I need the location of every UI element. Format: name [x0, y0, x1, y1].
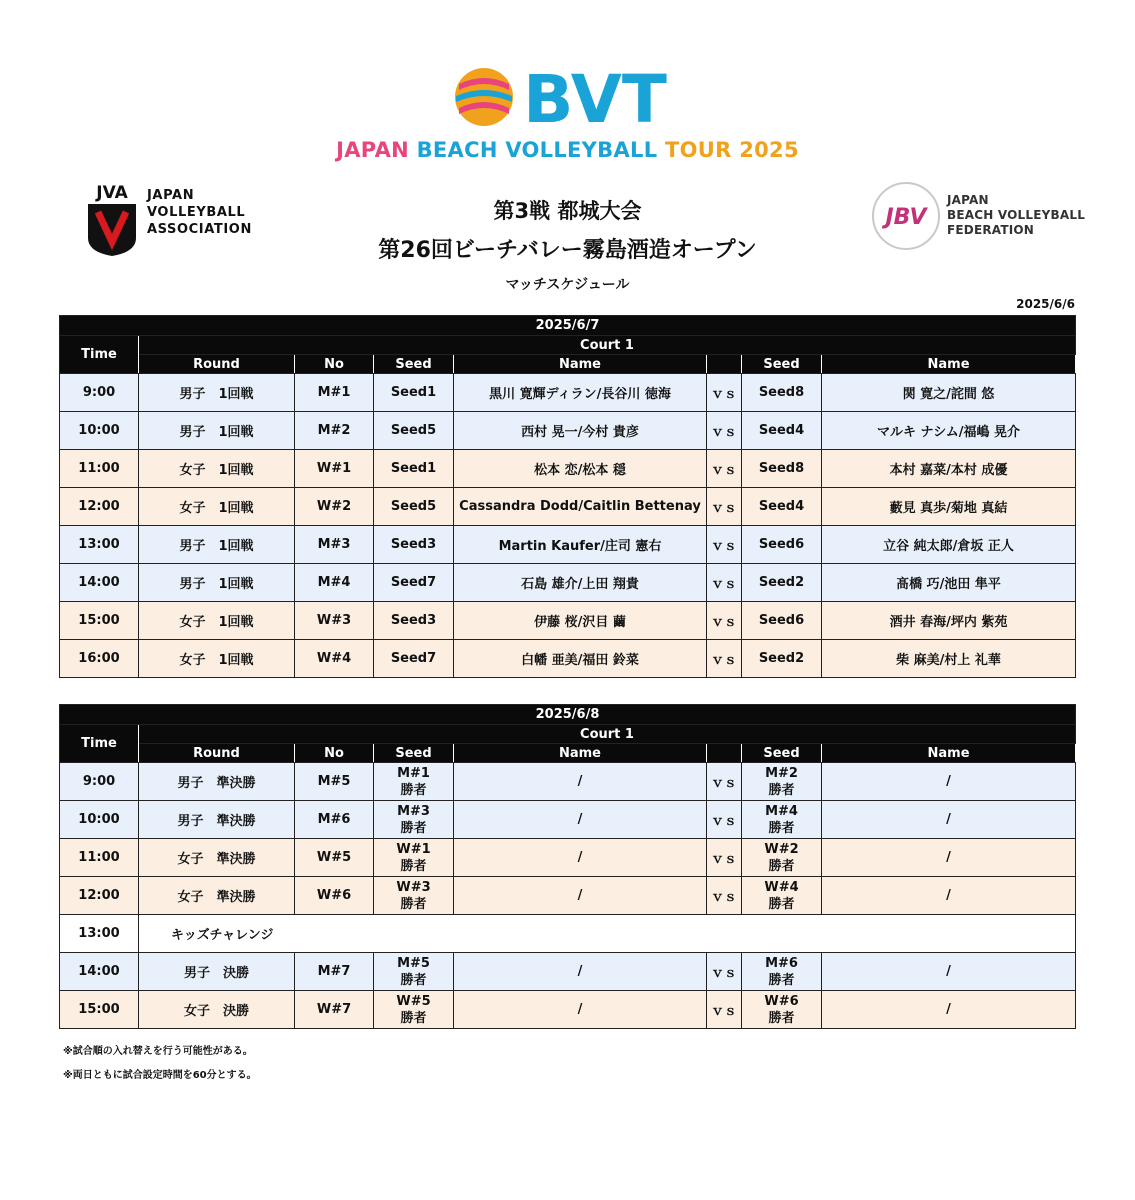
- match-no: M#2: [295, 412, 374, 450]
- vs-label: ｖｓ: [707, 801, 742, 839]
- match-no: W#6: [295, 877, 374, 915]
- seed-2-match: W#2: [764, 841, 799, 857]
- team-1-name: /: [454, 877, 707, 915]
- team-1-name: Martin Kaufer/庄司 憲右: [454, 526, 707, 564]
- match-round: 女子 1回戦: [139, 450, 295, 488]
- seed-1-label: 勝者: [400, 858, 427, 874]
- name-header: Name: [454, 355, 707, 374]
- match-time: 9:00: [60, 374, 139, 412]
- team-2-name: マルキ ナシム/福嶋 晃介: [822, 412, 1076, 450]
- match-round: 男子 1回戦: [139, 526, 295, 564]
- event-title: 第3戦 都城大会: [493, 199, 642, 223]
- jbv-name: JAPAN BEACH VOLLEYBALL FEDERATION: [947, 193, 1086, 237]
- match-no: W#7: [295, 991, 374, 1029]
- seed-2: [742, 953, 822, 991]
- time-header: Time: [60, 725, 139, 763]
- seed-2-label: 勝者: [768, 896, 795, 912]
- round-header: Round: [139, 744, 295, 763]
- seed-2: Seed6: [742, 602, 822, 640]
- match-round: 男子 1回戦: [139, 412, 295, 450]
- day-date: 2025/6/8: [60, 705, 1076, 725]
- schedule-table-day1: [59, 315, 1076, 678]
- event-subtitle: 第26回ビーチバレー霧島酒造オープン: [378, 238, 757, 263]
- document-label: マッチスケジュール: [505, 277, 630, 293]
- team-1-name: 松本 恋/松本 穏: [454, 450, 707, 488]
- event-label: キッズチャレンジ: [139, 915, 1076, 953]
- footnote: ※両日ともに試合設定時間を60分とする。: [63, 1070, 257, 1081]
- match-time: 15:00: [60, 991, 139, 1029]
- seed-2: Seed8: [742, 374, 822, 412]
- match-round: 男子 1回戦: [139, 374, 295, 412]
- seed-2-match: W#4: [764, 879, 799, 895]
- match-round: 男子 準決勝: [139, 801, 295, 839]
- no-header: No: [295, 355, 374, 374]
- team-2-name: /: [822, 877, 1076, 915]
- seed-1: Seed1: [374, 450, 454, 488]
- seed-1: Seed5: [374, 412, 454, 450]
- vs-label: ｖｓ: [707, 564, 742, 602]
- seed-2: [742, 991, 822, 1029]
- vs-header: [707, 744, 742, 763]
- team-2-name: 藪見 真歩/菊地 真結: [822, 488, 1076, 526]
- seed-1-match: M#3: [397, 803, 430, 819]
- team-1-name: /: [454, 991, 707, 1029]
- court-header: Court 1: [139, 725, 1076, 744]
- vs-label: ｖｓ: [707, 763, 742, 801]
- match-no: W#1: [295, 450, 374, 488]
- vs-label: ｖｓ: [707, 839, 742, 877]
- vs-label: ｖｓ: [707, 412, 742, 450]
- vs-label: ｖｓ: [707, 953, 742, 991]
- match-time: 12:00: [60, 877, 139, 915]
- seed-2: Seed6: [742, 526, 822, 564]
- match-row: [60, 915, 1076, 953]
- team-2-name: 酒井 春海/坪内 紫苑: [822, 602, 1076, 640]
- match-time: 15:00: [60, 602, 139, 640]
- match-no: M#1: [295, 374, 374, 412]
- match-row: [60, 640, 1076, 678]
- team-1-name: /: [454, 763, 707, 801]
- team-2-name: 髙橋 巧/池田 隼平: [822, 564, 1076, 602]
- svg-text:JBV: JBV: [885, 205, 927, 230]
- match-row: [60, 991, 1076, 1029]
- match-time: 12:00: [60, 488, 139, 526]
- schedule-table-day2: [59, 704, 1076, 1029]
- team-1-name: 白幡 亜美/福田 鈴菜: [454, 640, 707, 678]
- seed-2: [742, 877, 822, 915]
- seed-1-match: W#1: [396, 841, 431, 857]
- match-row: [60, 763, 1076, 801]
- vs-label: ｖｓ: [707, 602, 742, 640]
- seed-2-label: 勝者: [768, 972, 795, 988]
- vs-label: ｖｓ: [707, 526, 742, 564]
- seed-1-match: W#5: [396, 993, 431, 1009]
- match-row: [60, 839, 1076, 877]
- team-1-name: 西村 晃一/今村 貴彦: [454, 412, 707, 450]
- team-1-name: 黒川 寛輝ディラン/長谷川 徳海: [454, 374, 707, 412]
- vs-label: ｖｓ: [707, 488, 742, 526]
- seed-2-label: 勝者: [768, 1010, 795, 1026]
- match-time: 10:00: [60, 412, 139, 450]
- seed-2-match: M#4: [765, 803, 798, 819]
- seed-2-match: M#2: [765, 765, 798, 781]
- team-2-name: 柴 麻美/村上 礼華: [822, 640, 1076, 678]
- match-time: 16:00: [60, 640, 139, 678]
- match-row: [60, 488, 1076, 526]
- match-no: W#4: [295, 640, 374, 678]
- seed-1: [374, 877, 454, 915]
- match-row: [60, 412, 1076, 450]
- match-round: 女子 準決勝: [139, 877, 295, 915]
- team-2-name: 本村 嘉菜/本村 成優: [822, 450, 1076, 488]
- vs-label: ｖｓ: [707, 877, 742, 915]
- match-no: W#3: [295, 602, 374, 640]
- bvt-logo: [455, 66, 680, 128]
- seed-header: Seed: [742, 355, 822, 374]
- seed-2-label: 勝者: [768, 858, 795, 874]
- match-row: [60, 602, 1076, 640]
- team-2-name: /: [822, 801, 1076, 839]
- time-header: Time: [60, 336, 139, 374]
- match-time: 9:00: [60, 763, 139, 801]
- document-date: 2025/6/6: [1016, 297, 1075, 311]
- seed-1: Seed7: [374, 564, 454, 602]
- seed-1: [374, 839, 454, 877]
- match-round: 女子 1回戦: [139, 640, 295, 678]
- match-time: 14:00: [60, 564, 139, 602]
- tour-title: JAPAN BEACH VOLLEYBALL TOUR 2025: [336, 138, 799, 162]
- match-no: M#4: [295, 564, 374, 602]
- match-no: M#7: [295, 953, 374, 991]
- seed-2: Seed4: [742, 412, 822, 450]
- bvt-logo-text: BVT: [523, 66, 667, 128]
- seed-2-match: W#6: [764, 993, 799, 1009]
- match-row: [60, 374, 1076, 412]
- svg-text:JVA: JVA: [96, 183, 128, 203]
- match-time: 10:00: [60, 801, 139, 839]
- team-2-name: 関 寛之/詫間 悠: [822, 374, 1076, 412]
- match-row: [60, 877, 1076, 915]
- vs-label: ｖｓ: [707, 640, 742, 678]
- match-round: 女子 準決勝: [139, 839, 295, 877]
- seed-2-label: 勝者: [768, 782, 795, 798]
- match-no: M#5: [295, 763, 374, 801]
- vs-label: ｖｓ: [707, 991, 742, 1029]
- match-time: 11:00: [60, 450, 139, 488]
- court-header: Court 1: [139, 336, 1076, 355]
- seed-2: Seed4: [742, 488, 822, 526]
- match-round: 男子 準決勝: [139, 763, 295, 801]
- seed-1: Seed1: [374, 374, 454, 412]
- team-2-name: /: [822, 839, 1076, 877]
- seed-1: [374, 991, 454, 1029]
- match-row: [60, 450, 1076, 488]
- team-1-name: /: [454, 801, 707, 839]
- seed-1: [374, 801, 454, 839]
- match-no: W#2: [295, 488, 374, 526]
- seed-2: Seed2: [742, 640, 822, 678]
- match-round: 女子 決勝: [139, 991, 295, 1029]
- match-round: 男子 1回戦: [139, 564, 295, 602]
- seed-1: Seed3: [374, 526, 454, 564]
- match-round: 女子 1回戦: [139, 488, 295, 526]
- seed-1-label: 勝者: [400, 896, 427, 912]
- match-row: [60, 564, 1076, 602]
- team-2-name: /: [822, 763, 1076, 801]
- team-2-name: /: [822, 953, 1076, 991]
- team-1-name: 伊藤 桜/沢目 繭: [454, 602, 707, 640]
- seed-header: Seed: [374, 744, 454, 763]
- match-no: M#3: [295, 526, 374, 564]
- vs-label: ｖｓ: [707, 374, 742, 412]
- team-2-name: /: [822, 991, 1076, 1029]
- seed-1-match: M#1: [397, 765, 430, 781]
- team-1-name: /: [454, 953, 707, 991]
- round-header: Round: [139, 355, 295, 374]
- match-round: 女子 1回戦: [139, 602, 295, 640]
- seed-2-match: M#6: [765, 955, 798, 971]
- team-1-name: Cassandra Dodd/Caitlin Bettenay: [454, 488, 707, 526]
- seed-header: Seed: [374, 355, 454, 374]
- jva-name: JAPAN VOLLEYBALL ASSOCIATION: [147, 188, 252, 237]
- seed-header: Seed: [742, 744, 822, 763]
- seed-1: Seed7: [374, 640, 454, 678]
- match-no: W#5: [295, 839, 374, 877]
- day-date: 2025/6/7: [60, 316, 1076, 336]
- vs-header: [707, 355, 742, 374]
- match-row: [60, 953, 1076, 991]
- name-header: Name: [822, 744, 1076, 763]
- seed-1-match: W#3: [396, 879, 431, 895]
- seed-1-label: 勝者: [400, 1010, 427, 1026]
- seed-1-label: 勝者: [400, 820, 427, 836]
- seed-2: [742, 839, 822, 877]
- vs-label: ｖｓ: [707, 450, 742, 488]
- seed-1: Seed5: [374, 488, 454, 526]
- no-header: No: [295, 744, 374, 763]
- match-row: [60, 801, 1076, 839]
- team-2-name: 立谷 純太郎/倉坂 正人: [822, 526, 1076, 564]
- match-no: M#6: [295, 801, 374, 839]
- seed-2-label: 勝者: [768, 820, 795, 836]
- seed-2: Seed2: [742, 564, 822, 602]
- seed-1: Seed3: [374, 602, 454, 640]
- seed-1-label: 勝者: [400, 972, 427, 988]
- seed-2: Seed8: [742, 450, 822, 488]
- seed-1-match: M#5: [397, 955, 430, 971]
- match-time: 11:00: [60, 839, 139, 877]
- footnote: ※試合順の入れ替えを行う可能性がある。: [63, 1046, 253, 1057]
- match-time: 13:00: [60, 526, 139, 564]
- match-time: 13:00: [60, 915, 139, 953]
- match-time: 14:00: [60, 953, 139, 991]
- seed-1: [374, 953, 454, 991]
- seed-1-label: 勝者: [400, 782, 427, 798]
- team-1-name: /: [454, 839, 707, 877]
- match-row: [60, 526, 1076, 564]
- name-header: Name: [822, 355, 1076, 374]
- match-round: 男子 決勝: [139, 953, 295, 991]
- seed-1: [374, 763, 454, 801]
- name-header: Name: [454, 744, 707, 763]
- seed-2: [742, 763, 822, 801]
- team-1-name: 石島 雄介/上田 翔貴: [454, 564, 707, 602]
- seed-2: [742, 801, 822, 839]
